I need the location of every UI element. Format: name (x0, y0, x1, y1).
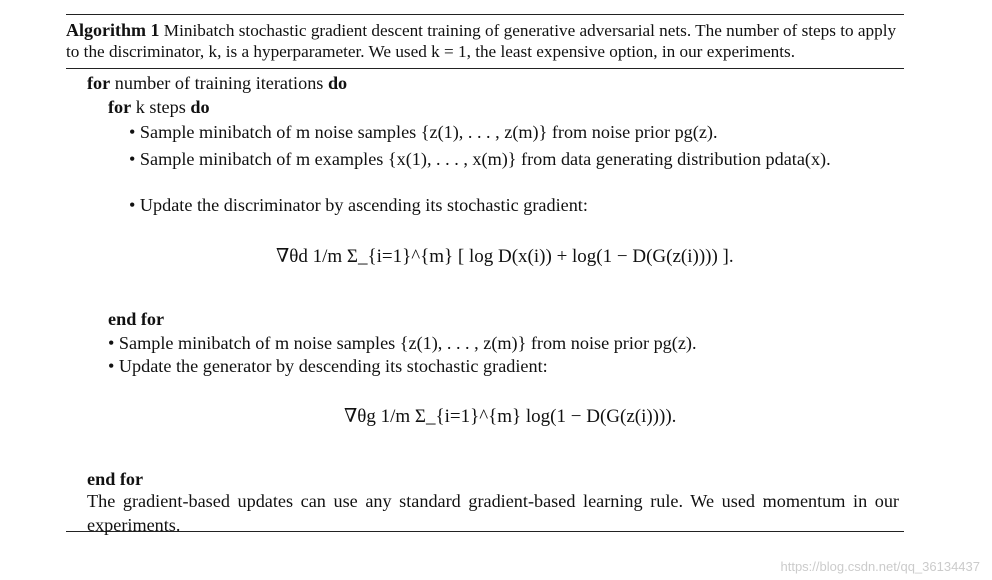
algorithm-label: Algorithm 1 (66, 20, 160, 40)
outer-for-text: number of training iterations (114, 73, 324, 93)
g-update-line: • Update the generator by descending its stochastic gradient: (108, 356, 548, 376)
outer-end-for-keyword: end for (87, 469, 144, 489)
outer-end-for-line (87, 467, 143, 491)
discriminator-gradient-equation (276, 221, 734, 293)
algorithm-caption (66, 15, 904, 68)
d-sample-noise-line: • Sample minibatch of m noise samples {z(1), . . . , z(m)} from noise prior pg(z). (129, 122, 718, 142)
discriminator-equation-text: ∇θd 1/m Σ_{i=1}^{m} [ log D(x(i)) + log(1 − D(G(z(i)))) ]. (276, 246, 734, 267)
inner-for-line (108, 95, 210, 119)
algorithm-footer: The gradient-based updates can use any standard gradient-based learning rule. We used momentum in our experiments. (87, 491, 899, 535)
outer-for-line (87, 71, 347, 95)
outer-for-keyword: for (87, 73, 111, 93)
watermark: https://blog.csdn.net/qq_36134437 (780, 559, 980, 574)
generator-equation-text: ∇θg 1/m Σ_{i=1}^{m} log(1 − D(G(z(i)))). (344, 406, 677, 427)
d-sample-data-line: • Sample minibatch of m examples {x(1), . . . , x(m)} from data generating distribution pdata(x). (129, 149, 831, 169)
algorithm-body (66, 69, 904, 535)
g-sample-noise-line: • Sample minibatch of m noise samples {z(1), . . . , z(m)} from noise prior pg(z). (108, 333, 697, 353)
d-update-line: • Update the discriminator by ascending its stochastic gradient: (129, 195, 588, 215)
generator-gradient-equation (344, 381, 676, 453)
inner-do-keyword: do (190, 97, 210, 117)
algorithm-caption-text: Minibatch stochastic gradient descent training of generative adversarial nets. The number of steps to apply to the discriminator, k, is a hyperparameter. We used k = 1, the least expensive option, in our experiments. (66, 21, 897, 61)
outer-do-keyword: do (327, 73, 348, 93)
inner-for-keyword: for (108, 97, 132, 117)
algorithm-box (66, 14, 904, 535)
inner-end-for-keyword: end for (108, 309, 165, 329)
inner-for-text: k steps (135, 97, 186, 117)
inner-end-for-line (108, 307, 164, 331)
